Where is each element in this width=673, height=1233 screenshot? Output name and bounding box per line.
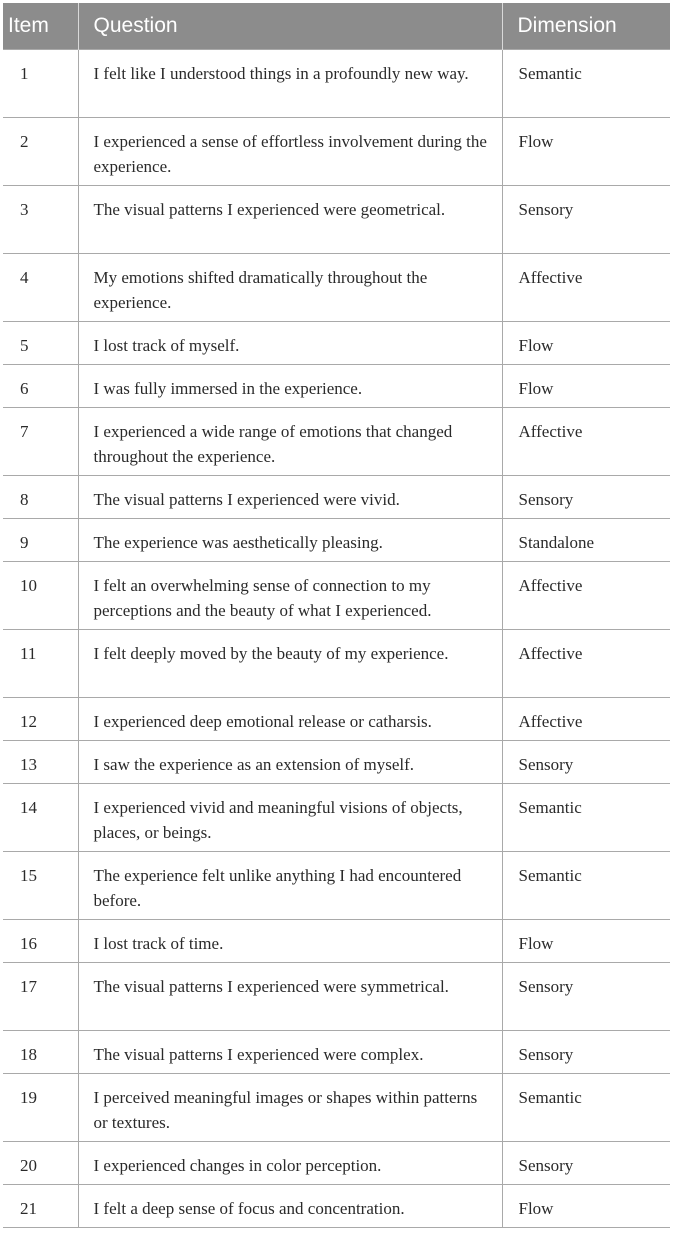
question-cell: My emotions shifted dramatically throughout the experience.	[78, 253, 502, 321]
questionnaire-table	[3, 3, 670, 1228]
item-cell: 6	[3, 364, 78, 407]
item-cell: 18	[3, 1030, 78, 1073]
table-row	[3, 697, 670, 740]
table-row	[3, 1141, 670, 1184]
question-cell: I experienced a sense of effortless involvement during the experience.	[78, 117, 502, 185]
item-cell: 16	[3, 919, 78, 962]
table-row	[3, 253, 670, 321]
dimension-cell: Flow	[502, 919, 670, 962]
dimension-cell: Sensory	[502, 740, 670, 783]
dimension-cell: Sensory	[502, 962, 670, 1030]
item-cell: 17	[3, 962, 78, 1030]
dimension-cell: Semantic	[502, 851, 670, 919]
item-cell: 9	[3, 518, 78, 561]
header-question: Question	[78, 3, 502, 49]
table-row	[3, 1030, 670, 1073]
item-cell: 14	[3, 783, 78, 851]
dimension-cell: Affective	[502, 629, 670, 697]
item-cell: 11	[3, 629, 78, 697]
dimension-cell: Sensory	[502, 1030, 670, 1073]
dimension-cell: Semantic	[502, 783, 670, 851]
question-cell: I perceived meaningful images or shapes within patterns or textures.	[78, 1073, 502, 1141]
dimension-cell: Affective	[502, 253, 670, 321]
question-cell: I felt a deep sense of focus and concentration.	[78, 1184, 502, 1227]
table-row	[3, 185, 670, 253]
dimension-cell: Semantic	[502, 49, 670, 117]
header-item: Item	[8, 13, 49, 37]
table-row	[3, 1073, 670, 1141]
table-row	[3, 475, 670, 518]
table-row	[3, 321, 670, 364]
table-row	[3, 851, 670, 919]
table-row	[3, 518, 670, 561]
question-cell: I felt deeply moved by the beauty of my experience.	[78, 629, 502, 697]
dimension-cell: Affective	[502, 561, 670, 629]
table-body	[3, 49, 670, 1227]
item-cell: 2	[3, 117, 78, 185]
question-cell: I felt an overwhelming sense of connection to my perceptions and the beauty of what I experienced.	[78, 561, 502, 629]
question-cell: I experienced a wide range of emotions that changed throughout the experience.	[78, 407, 502, 475]
question-cell: The experience felt unlike anything I had encountered before.	[78, 851, 502, 919]
item-cell: 4	[3, 253, 78, 321]
item-cell: 10	[3, 561, 78, 629]
question-cell: I experienced deep emotional release or catharsis.	[78, 697, 502, 740]
table-row	[3, 1184, 670, 1227]
question-cell: I felt like I understood things in a profoundly new way.	[78, 49, 502, 117]
table-row	[3, 364, 670, 407]
question-cell: The visual patterns I experienced were geometrical.	[78, 185, 502, 253]
item-cell: 3	[3, 185, 78, 253]
question-cell: I lost track of time.	[78, 919, 502, 962]
question-cell: The visual patterns I experienced were complex.	[78, 1030, 502, 1073]
table-row	[3, 561, 670, 629]
table-row	[3, 49, 670, 117]
question-cell: The visual patterns I experienced were vivid.	[78, 475, 502, 518]
table-header	[3, 3, 670, 49]
table-row	[3, 919, 670, 962]
question-cell: The visual patterns I experienced were symmetrical.	[78, 962, 502, 1030]
item-cell: 15	[3, 851, 78, 919]
dimension-cell: Affective	[502, 407, 670, 475]
header-row	[3, 3, 670, 49]
question-cell: I experienced vivid and meaningful visions of objects, places, or beings.	[78, 783, 502, 851]
table-row	[3, 407, 670, 475]
item-cell: 19	[3, 1073, 78, 1141]
question-cell: I lost track of myself.	[78, 321, 502, 364]
item-cell: 5	[3, 321, 78, 364]
dimension-cell: Flow	[502, 321, 670, 364]
question-cell: I experienced changes in color perception.	[78, 1141, 502, 1184]
dimension-cell: Sensory	[502, 1141, 670, 1184]
dimension-cell: Flow	[502, 117, 670, 185]
question-cell: I was fully immersed in the experience.	[78, 364, 502, 407]
item-cell: 21	[3, 1184, 78, 1227]
question-cell: I saw the experience as an extension of myself.	[78, 740, 502, 783]
item-cell: 7	[3, 407, 78, 475]
dimension-cell: Semantic	[502, 1073, 670, 1141]
dimension-cell: Flow	[502, 364, 670, 407]
dimension-cell: Flow	[502, 1184, 670, 1227]
item-cell: 12	[3, 697, 78, 740]
item-cell: 13	[3, 740, 78, 783]
dimension-cell: Sensory	[502, 475, 670, 518]
dimension-cell: Sensory	[502, 185, 670, 253]
dimension-cell: Affective	[502, 697, 670, 740]
table-row	[3, 629, 670, 697]
item-cell: 8	[3, 475, 78, 518]
table-row	[3, 117, 670, 185]
header-dimension: Dimension	[502, 3, 670, 49]
table-row	[3, 962, 670, 1030]
item-cell: 20	[3, 1141, 78, 1184]
table-row	[3, 783, 670, 851]
item-cell: 1	[3, 49, 78, 117]
dimension-cell: Standalone	[502, 518, 670, 561]
table-row	[3, 740, 670, 783]
question-cell: The experience was aesthetically pleasing.	[78, 518, 502, 561]
